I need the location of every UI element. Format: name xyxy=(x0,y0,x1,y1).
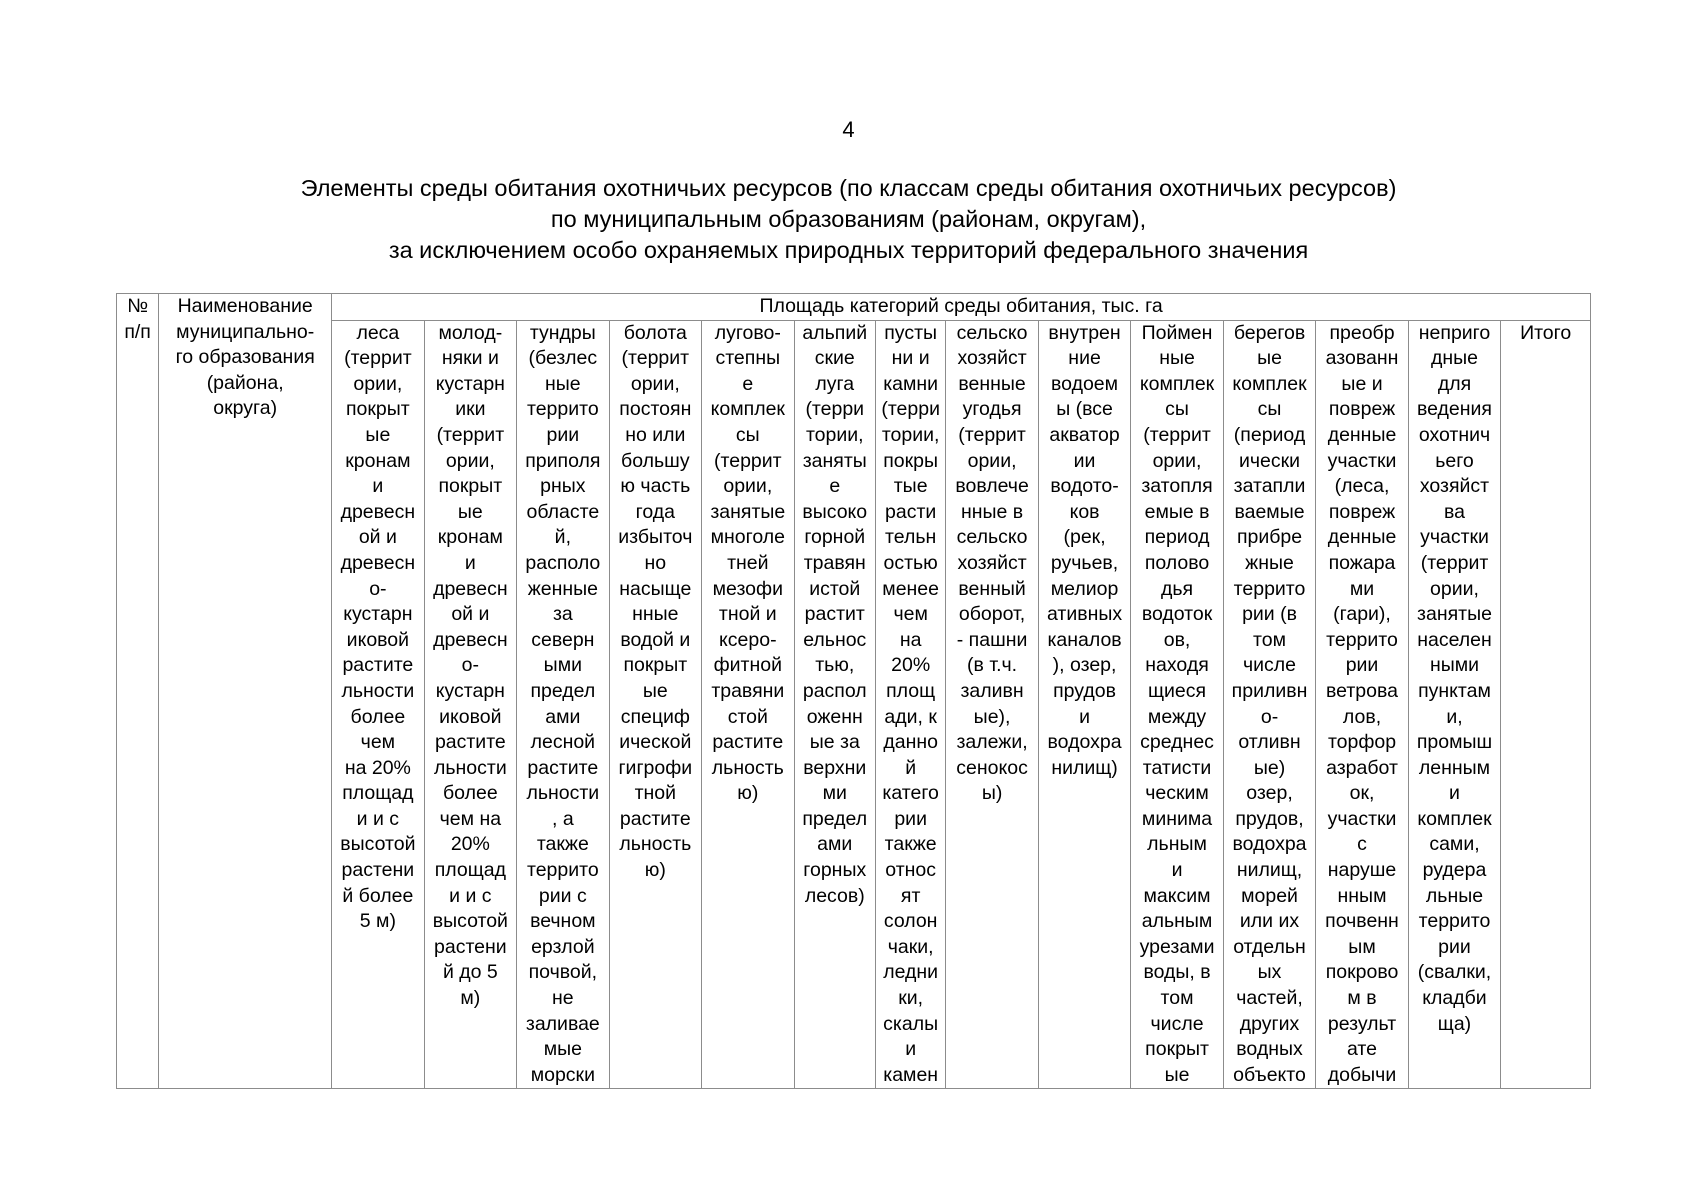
group-header-habitat-area: Площадь категорий среды обитания, тыс. га xyxy=(332,294,1591,321)
column-header-young-stands-shrubs: молод- няки и кустарн ики (террит ории, покрыт ые кронам и древесн ой и древесн о- кустарн иковой растите льности более чем на 20% площад и и с высотой растени й до 5 м) xyxy=(424,320,516,1089)
column-header-unsuitable-areas: неприго дные для ведения охотнич ьего хозяйст ва участки (террит ории, занятые населен ными пунктам и, промыш ленным и комплек сами, рудера льные террито рии (свалки, кладби ща) xyxy=(1408,320,1500,1089)
column-header-coastal-complexes: берегов ые комплек сы (период ически затапли ваемые прибре жные террито рии (в том числе приливн о- отливн ые) озер, прудов, водохра нилищ, морей или их отдельн ых частей, других водных объекто xyxy=(1223,320,1315,1089)
title-line-1: Элементы среды обитания охотничьих ресурсов (по классам среды обитания охотничьих ресурсов) xyxy=(300,175,1397,201)
column-header-forests: леса (террит ории, покрыт ые кронам и древесн ой и древесн о- кустарн иковой растите льности более чем на 20% площад и и с высотой растени й более 5 м) xyxy=(332,320,424,1089)
habitat-elements-table xyxy=(116,293,1591,1089)
column-header-agricultural-lands: сельско хозяйст венные угодья (террит ории, вовлече нные в сельско хозяйст венный оборот, - пашни (в т.ч. заливн ые), залежи, сенокос ы) xyxy=(946,320,1038,1089)
column-header-tundra: тундры (безлес ные террито рии приполя рных областе й, располо женные за северн ыми предел ами лесной растите льности , а также террито рии с вечном ерзлой почвой, не заливае мые морски xyxy=(517,320,609,1089)
document-title xyxy=(0,173,1697,266)
column-header-meadow-steppe: лугово- степны е комплек сы (террит ории, занятые многоле тней мезофи тной и ксеро- фитной травяни стой растите льность ю) xyxy=(702,320,794,1089)
column-header-alpine-meadows: альпий ские луга (терри тории, заняты е высоко горной травян истой растит ельнос тью, распол оженн ые за верхни ми предел ами горных лесов) xyxy=(794,320,875,1089)
title-line-3: за исключением особо охраняемых природных территорий федерального значения xyxy=(388,237,1309,263)
column-header-floodplain-complexes: Поймен ные комплек сы (террит ории, затопля емые в период полово дья водоток ов, находя щиеся между среднес татисти ческим минима льным и максим альным урезами воды, в том числе покрыт ые xyxy=(1131,320,1223,1089)
title-line-2: по муниципальным образованиям (районам, округам), xyxy=(550,206,1147,232)
column-header-total: Итого xyxy=(1501,320,1591,1089)
column-header-number: № п/п xyxy=(117,294,159,1089)
column-header-deserts-stones: пусты ни и камни (терри тории, покры тые расти тельн остью менее чем на 20% площ ади, к данно й катего рии также относ ят солон чаки, ледни ки, скалы и камен xyxy=(875,320,945,1089)
column-header-inland-waters: внутрен ние водоем ы (все акватор ии водото- ков (рек, ручьев, мелиор ативных каналов ), озер, прудов и водохра нилищ) xyxy=(1038,320,1130,1089)
column-header-municipality: Наименование муниципально- го образования (района, округа) xyxy=(159,294,332,1089)
column-header-transformed-areas: преобр азованн ые и повреж денные участки (леса, повреж денные пожара ми (гари), террито рии ветрова лов, торфор азработ ок, участки с наруше нным почвенн ым покрово м в результ ате добычи xyxy=(1316,320,1408,1089)
column-header-swamps: болота (террит ории, постоян но или большу ю часть года избыточ но насыще нные водой и покрыт ые специф ической гигрофи тной растите льность ю) xyxy=(609,320,701,1089)
page-number: 4 xyxy=(842,117,855,142)
